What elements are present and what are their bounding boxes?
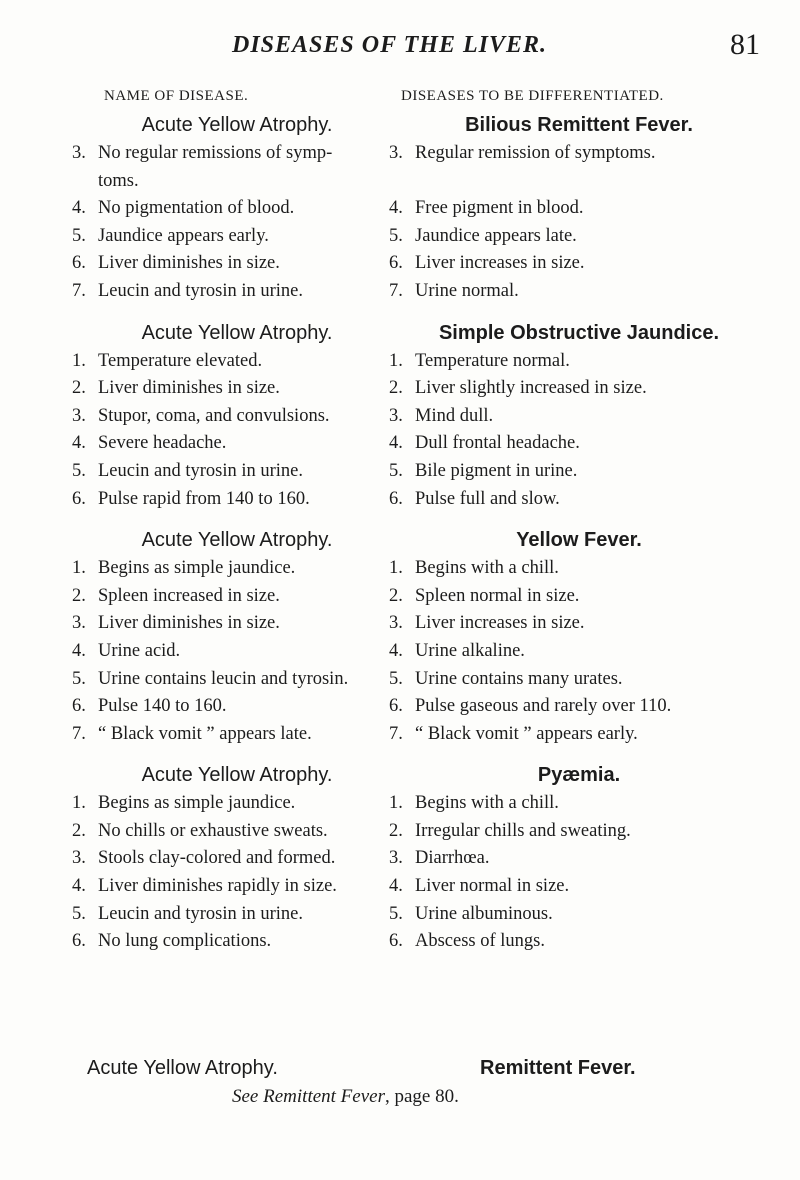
symptom-item [389, 583, 769, 611]
symptom-item [389, 250, 769, 278]
symptom-text: Severe headache. [98, 433, 227, 454]
symptom-text: Liver diminishes in size. [98, 253, 280, 274]
symptom-number: 3. [72, 848, 86, 869]
symptom-item [389, 610, 769, 638]
symptom-text: toms. [98, 170, 139, 191]
symptom-item [389, 486, 769, 514]
disease-title: Pyæmia. [537, 764, 621, 787]
symptom-text [415, 168, 769, 196]
disease-title: Acute Yellow Atrophy. [141, 321, 333, 344]
disease-title: Acute Yellow Atrophy. [141, 529, 333, 552]
symptom-item [72, 223, 402, 251]
symptom-number: 1. [389, 558, 403, 579]
symptom-text: Bile pigment in urine. [415, 460, 578, 481]
symptom-text: Urine acid. [98, 640, 181, 661]
symptom-item [389, 195, 769, 223]
symptom-item [389, 403, 769, 431]
symptom-number: 6. [72, 931, 86, 952]
left-section-1 [72, 110, 402, 318]
symptom-number [389, 168, 415, 196]
right-column-sections [389, 110, 769, 956]
symptom-item [389, 790, 769, 818]
symptom-text: Urine contains leucin and tyrosin. [98, 668, 349, 689]
symptom-text: Begins as simple jaundice. [98, 793, 296, 814]
symptom-text: Jaundice appears early. [98, 225, 269, 246]
symptom-item [389, 458, 769, 486]
running-head [0, 30, 800, 70]
symptom-number: 3. [389, 848, 403, 869]
symptom-item [72, 638, 402, 666]
symptom-number: 3. [72, 405, 86, 426]
disease-title: Acute Yellow Atrophy. [141, 114, 333, 136]
symptom-number: 2. [389, 378, 403, 399]
left-section-4 [72, 760, 402, 956]
symptom-number: 2. [72, 378, 86, 399]
symptom-item [72, 693, 402, 721]
section-gap [389, 306, 769, 318]
symptom-text: Liver normal in size. [415, 876, 570, 897]
symptom-item [72, 818, 402, 846]
symptom-text: Regular remission of symptoms. [415, 143, 656, 163]
symptom-text: No pigmentation of blood. [98, 198, 295, 219]
disease-title: Simple Obstructive Jaundice. [438, 321, 720, 344]
symptom-text: Temperature elevated. [98, 350, 263, 371]
symptom-item [72, 928, 402, 956]
symptom-text: Irregular chills and sweating. [415, 820, 631, 841]
symptom-number: 2. [389, 585, 403, 606]
symptom-text: Stupor, coma, and convulsions. [98, 405, 330, 426]
symptom-item [389, 555, 769, 583]
symptom-number: 4. [389, 198, 403, 219]
symptom-item [389, 666, 769, 694]
symptom-item [72, 555, 402, 583]
symptom-text: Begins with a chill. [415, 793, 559, 814]
symptom-text: Urine alkaline. [415, 640, 525, 661]
symptom-item [389, 223, 769, 251]
symptom-item [389, 818, 769, 846]
symptom-item [389, 348, 769, 376]
section-gap [72, 513, 402, 525]
symptom-item [389, 638, 769, 666]
cross-reference-note [232, 1086, 459, 1108]
symptom-item [72, 666, 402, 694]
symptom-number: 2. [72, 820, 86, 841]
symptom-item [72, 348, 402, 376]
symptom-text: Spleen normal in size. [415, 585, 580, 606]
right-section-4 [389, 760, 769, 956]
section-gap [72, 748, 402, 760]
symptom-text: Pulse full and slow. [415, 488, 560, 509]
symptom-text: Mind dull. [415, 405, 494, 426]
symptom-item [72, 403, 402, 431]
see-reference: Remittent Fever [263, 1086, 385, 1107]
symptom-number [72, 168, 98, 196]
symptom-number: 3. [389, 613, 403, 634]
symptom-number: 6. [389, 488, 403, 509]
symptom-number: 1. [72, 350, 86, 371]
symptom-item [72, 610, 402, 638]
symptom-number: 5. [389, 668, 403, 689]
symptom-number: 4. [72, 198, 86, 219]
symptom-number: 1. [72, 558, 86, 579]
symptom-item [72, 721, 402, 749]
symptom-text: Diarrhœa. [415, 848, 490, 869]
symptom-item [72, 873, 402, 901]
symptom-item [389, 901, 769, 929]
symptom-text: Jaundice appears late. [415, 225, 577, 246]
symptom-text: Pulse 140 to 160. [98, 696, 227, 717]
symptom-text: Leucin and tyrosin in urine. [98, 280, 303, 301]
symptom-text: Liver diminishes rapidly in size. [98, 876, 337, 897]
disease-title: Acute Yellow Atrophy. [141, 764, 333, 787]
left-column-sections [72, 110, 402, 956]
symptom-text: Pulse gaseous and rarely over 110. [415, 696, 672, 717]
see-prefix: See [232, 1086, 259, 1107]
symptom-number: 1. [72, 793, 86, 814]
symptom-item [72, 168, 402, 196]
left-column [72, 88, 402, 956]
symptom-item [389, 928, 769, 956]
symptom-item [389, 873, 769, 901]
symptom-number: 7. [72, 280, 86, 301]
symptom-number: 6. [72, 488, 86, 509]
symptom-number: 6. [72, 253, 86, 274]
symptom-text: Begins as simple jaundice. [98, 558, 296, 579]
symptom-number: 1. [389, 793, 403, 814]
symptom-item [389, 168, 769, 196]
left-column-header: NAME OF DISEASE. [104, 88, 249, 104]
symptom-text: No regular remissions of symp- [98, 143, 333, 163]
symptom-number: 5. [72, 460, 86, 481]
symptom-item [389, 375, 769, 403]
symptom-number: 5. [72, 903, 86, 924]
symptom-item [72, 458, 402, 486]
right-section-3 [389, 525, 769, 760]
disease-title: Yellow Fever. [516, 529, 642, 552]
symptom-text: Liver slightly increased in size. [415, 378, 647, 399]
symptom-text: No lung complications. [98, 931, 272, 952]
symptom-text: “ Black vomit ” appears early. [415, 723, 638, 744]
symptom-text: Liver diminishes in size. [98, 378, 280, 399]
symptom-number: 4. [72, 640, 86, 661]
symptom-number: 5. [389, 903, 403, 924]
symptom-text: Leucin and tyrosin in urine. [98, 460, 303, 481]
symptom-item [72, 430, 402, 458]
running-head-title: DISEASES OF THE LIVER. [232, 32, 548, 58]
symptom-text: Leucin and tyrosin in urine. [98, 903, 303, 924]
symptom-text: Liver increases in size. [415, 613, 585, 634]
symptom-number: 5. [389, 225, 403, 246]
symptom-item [389, 430, 769, 458]
left-section-2 [72, 318, 402, 526]
symptom-item [72, 901, 402, 929]
symptom-number: 5. [72, 668, 86, 689]
symptom-item [389, 278, 769, 306]
symptom-number: 3. [72, 143, 86, 163]
right-section-1 [389, 110, 769, 318]
symptom-number: 6. [389, 253, 403, 274]
symptom-number: 4. [389, 640, 403, 661]
symptom-number: 4. [389, 433, 403, 454]
symptom-item [72, 845, 402, 873]
symptom-item [72, 583, 402, 611]
right-section-2 [389, 318, 769, 526]
symptom-item [72, 486, 402, 514]
section-gap [389, 513, 769, 525]
symptom-text: “ Black vomit ” appears late. [98, 723, 312, 744]
symptom-number: 7. [389, 280, 403, 301]
symptom-number: 3. [389, 143, 403, 163]
symptom-item [389, 693, 769, 721]
footer-right-title: Remittent Fever. [480, 1057, 636, 1079]
symptom-item [72, 195, 402, 223]
symptom-number: 5. [389, 460, 403, 481]
symptom-number: 4. [389, 876, 403, 897]
symptom-number: 4. [72, 433, 86, 454]
left-section-3 [72, 525, 402, 760]
symptom-item [72, 140, 402, 168]
symptom-item [72, 278, 402, 306]
symptom-number: 3. [72, 613, 86, 634]
right-column-header: DISEASES TO BE DIFFERENTIATED. [401, 88, 664, 104]
right-column [389, 88, 769, 956]
symptom-number: 2. [72, 585, 86, 606]
symptom-text: Pulse rapid from 140 to 160. [98, 488, 310, 509]
symptom-text: No chills or exhaustive sweats. [98, 820, 328, 841]
symptom-text: Liver increases in size. [415, 253, 585, 274]
symptom-number: 4. [72, 876, 86, 897]
symptom-text: Urine contains many urates. [415, 668, 623, 689]
symptom-text: Dull frontal headache. [415, 433, 580, 454]
symptom-number: 3. [389, 405, 403, 426]
symptom-item [389, 845, 769, 873]
symptom-text: Temperature normal. [415, 350, 570, 371]
symptom-item [389, 721, 769, 749]
symptom-item [72, 790, 402, 818]
symptom-text: Urine albuminous. [415, 903, 553, 924]
symptom-text: Free pigment in blood. [415, 198, 584, 219]
symptom-text: Begins with a chill. [415, 558, 559, 579]
symptom-number: 2. [389, 820, 403, 841]
footer-left-title: Acute Yellow Atrophy. [87, 1057, 278, 1079]
symptom-text: Abscess of lungs. [415, 931, 546, 952]
symptom-item [72, 250, 402, 278]
symptom-item [72, 375, 402, 403]
disease-title: Bilious Remittent Fever. [465, 114, 693, 136]
symptom-number: 6. [389, 931, 403, 952]
symptom-text: Liver diminishes in size. [98, 613, 280, 634]
symptom-number: 7. [389, 723, 403, 744]
page-number: 81 [730, 28, 760, 61]
symptom-text: Stools clay-colored and formed. [98, 848, 336, 869]
symptom-text: Urine normal. [415, 280, 519, 301]
symptom-number: 6. [72, 696, 86, 717]
section-gap [72, 306, 402, 318]
symptom-number: 5. [72, 225, 86, 246]
see-suffix: , page 80. [384, 1086, 459, 1107]
symptom-item [389, 140, 769, 168]
symptom-number: 1. [389, 350, 403, 371]
section-gap [389, 748, 769, 760]
symptom-number: 6. [389, 696, 403, 717]
symptom-number: 7. [72, 723, 86, 744]
symptom-text: Spleen increased in size. [98, 585, 280, 606]
